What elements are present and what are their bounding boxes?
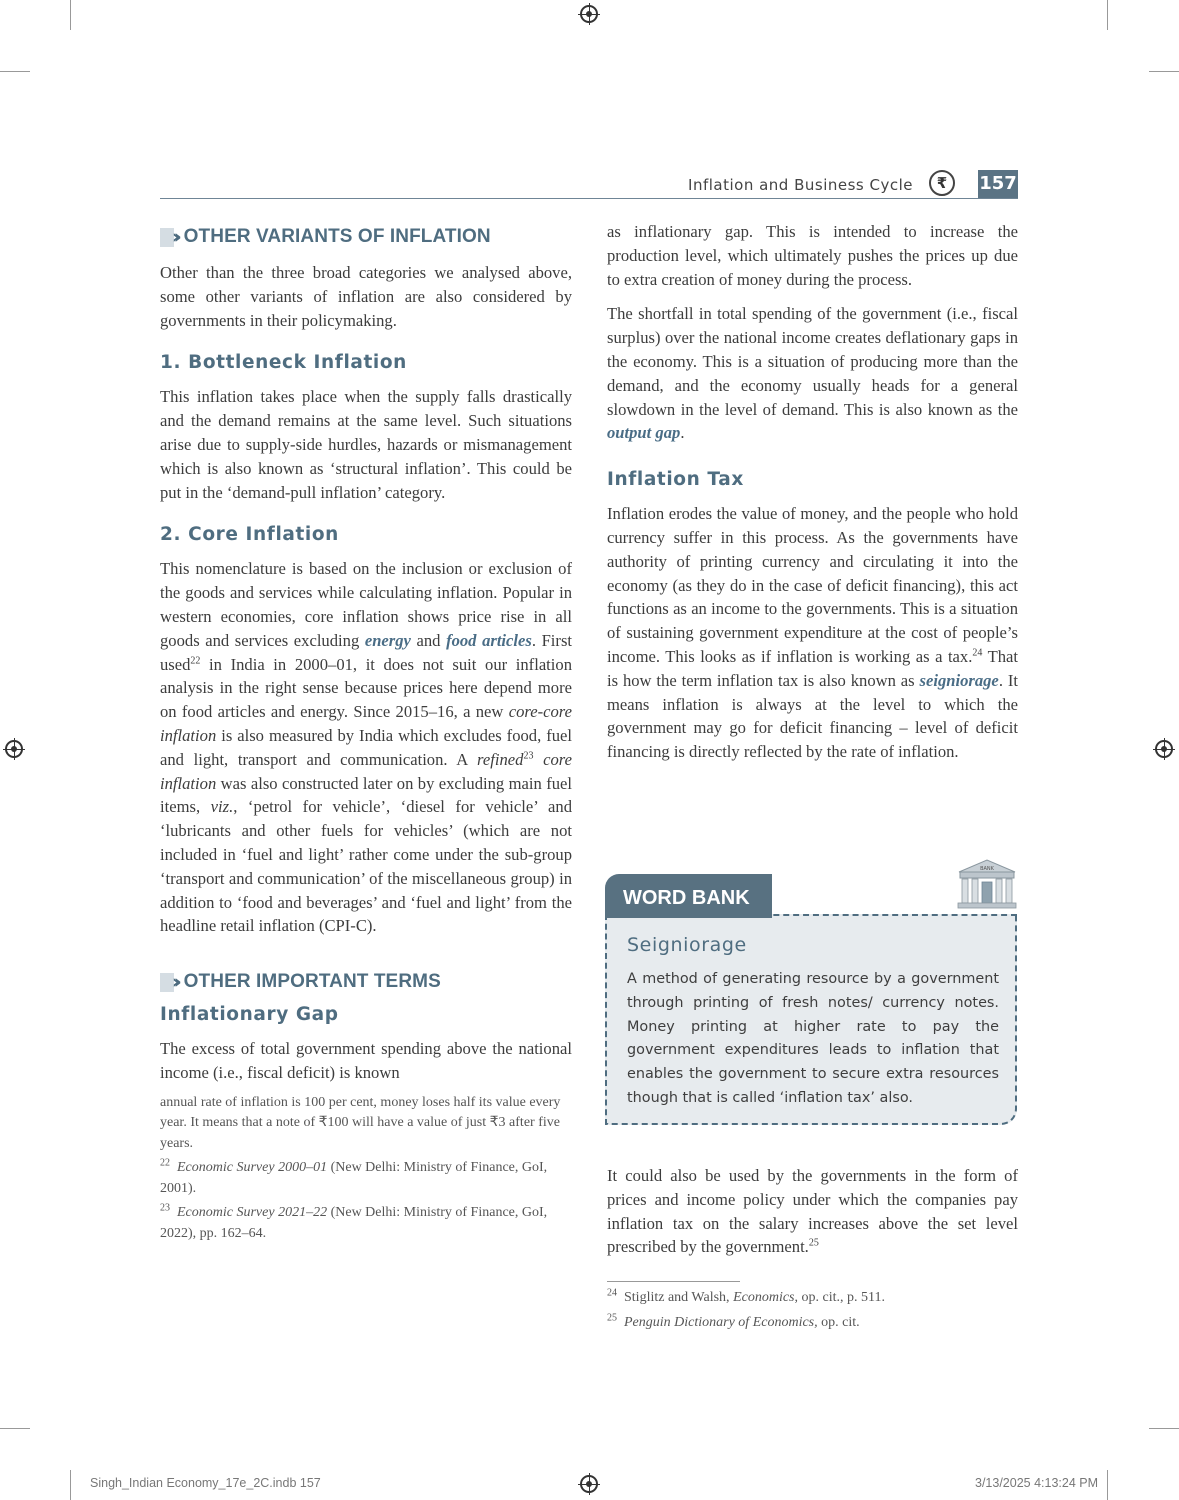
chevron-right-icon: ›› [172,226,176,248]
highlight-term: food articles [446,630,532,650]
section-heading-text: OTHER IMPORTANT TERMS [183,971,441,993]
footnote-rule [607,1281,740,1282]
chapter-title: Inflation and Business Cycle [688,176,913,194]
crop-mark [1107,0,1108,30]
crop-mark [1149,71,1179,72]
word-bank-box [605,866,1019,1128]
slug-filename: Singh_Indian Economy_17e_2C.indb 157 [90,1476,321,1490]
crop-mark [70,1470,71,1500]
crop-mark [0,1428,30,1429]
section-heading [160,225,572,249]
crop-mark [1149,1428,1179,1429]
crop-mark [70,0,71,30]
footnote-23: $^{23}$ Economic Survey 2021–22 (New Delhi: Ministry of Finance, GoI, 2022), pp. 162–64. [160,1202,548,1241]
footnote-ref: 22 [190,655,201,667]
chevron-right-icon: ›› [172,971,176,994]
footnote-ref: 23 [523,750,534,762]
highlight-term: seigniorage [919,670,999,690]
footnote-continued: annual rate of inflation is 100 per cent, money loses half its value every year. It means that a note of ₹100 will have a value of just ₹3 after five years. [160,1094,561,1151]
inflation-tax-paragraph: Inflation erodes the value of money, and the people who hold currency suffer in this process. As the governments have authority of printing currency and circulating it into the economy (as they do in the case of deficit financing), this act functions as an income to the governments. This is a situation of sustaining government expenditure at the cost of people’s income. This looks as if inflation is working as a tax.$^{24}$ That is how the term inflation tax is also known as seigniorage. It means inflation is always at the level to which the government may go for deficit financing – level of deficit financing is directly reflected by the rate of inflation. [607,504,1018,762]
bank-sign-text: BANK [980,866,994,872]
page-number: 157 [978,170,1018,198]
slug-datetime: 3/13/2025 4:13:24 PM [975,1476,1099,1490]
registration-mark-icon [1155,740,1173,758]
subheading-bottleneck: 1. Bottleneck Inflation [160,352,407,374]
gap-paragraph: The excess of total government spending above the national income (i.e., fiscal deficit) is known [160,1039,572,1082]
left-column [160,220,572,1244]
bank-icon [956,858,1018,914]
rupee-icon: ₹ [929,170,955,196]
word-bank-content [605,914,1017,1125]
footnote-ref: 25 [808,1237,819,1249]
deflation-paragraph: The shortfall in total spending of the government (i.e., fiscal surplus) over the national income creates deflationary gaps in the economy. This is a situation of producing more than the demand, and the economy usually heads for a general slowdown in the level of demand. This is also known as the output gap. [607,304,1018,443]
subheading-inflation-tax: Inflation Tax [607,469,744,491]
bottleneck-paragraph: This inflation takes place when the supply falls drastically and the demand remains at the same level. Such situations arise due to supply-side hurdles, hazards or mismanagement which is also known as ‘structural inflation’. This could be put in the ‘demand-pull inflation’ category. [160,387,572,502]
highlight-term: energy [364,630,411,650]
intro-paragraph: Other than the three broad categories we analysed above, some other variants of inflation are also considered by governments in their policymaking. [160,263,572,330]
footnote-24: $^{24}$ Stiglitz and Walsh, Economics, op. cit., p. 511. [607,1287,885,1306]
header-rule [160,198,1018,199]
gap-continued-paragraph: as inflationary gap. This is intended to increase the production level, which ultimately pushes the prices up due to extra creation of money during the process. [607,222,1018,289]
footnote-25: $^{25}$ Penguin Dictionary of Economics, op. cit. [607,1312,860,1330]
registration-mark-icon [580,1475,598,1493]
subheading-core: 2. Core Inflation [160,524,339,546]
word-bank-term: Seigniorage [627,934,747,956]
right-column [607,220,1018,764]
registration-mark-icon [5,740,23,758]
footnote-ref: 24 [972,647,983,659]
highlight-term: output gap [607,423,681,443]
core-paragraph: This nomenclature is based on the inclusion or exclusion of the goods and services while calculating inflation. Popular in western economies, core inflation shows price rise in all goods and services excluding energy and food articles. First used$^{22}$ in India in 2000–01, it does not suit our inflation analysis in the right sense because prices here depend more on food articles and energy. Since 2015–16, a new core-core inflation is also measured by India which excludes food, fuel and light, transport and communication. A refined$^{23}$ core inflation was also constructed later on by excluding main fuel items, viz., ‘petrol for vehicle’, ‘diesel for vehicle’ and ‘lubricants and other fuels for vehicles’ (which are not included in ‘fuel and light’ rather come under the sub-group ‘transport and communication’ of the miscellaneous group) in addition to ‘food and beverages’ and ‘fuel and light’ from the headline retail inflation (CPI-C). [160,559,573,936]
word-bank-label: WORD BANK [605,874,772,918]
subheading-inflationary-gap: Inflationary Gap [160,1004,339,1026]
word-bank-definition: A method of generating resource by a government through printing of fresh notes/ currency notes. Money printing at higher rate to pay the government expenditures leads to inflation that enables the government to secure extra resources though that is called ‘inflation tax’ also. [627,971,999,1106]
after-wordbank-paragraph: It could also be used by the governments in the form of prices and income policy under which the companies pay inflation tax on the salary increases above the set level prescribed by the government.$^{25}$ [607,1166,1018,1257]
footnote-22: $^{22}$ Economic Survey 2000–01 (New Delhi: Ministry of Finance, GoI, 2001). [160,1157,548,1196]
crop-mark [1107,1470,1108,1500]
section-heading [160,970,572,994]
after-wordbank [607,1164,1018,1333]
footnotes [160,1093,572,1245]
registration-mark-icon [580,5,598,23]
crop-mark [0,71,30,72]
section-heading-text: OTHER VARIANTS OF INFLATION [183,226,491,247]
